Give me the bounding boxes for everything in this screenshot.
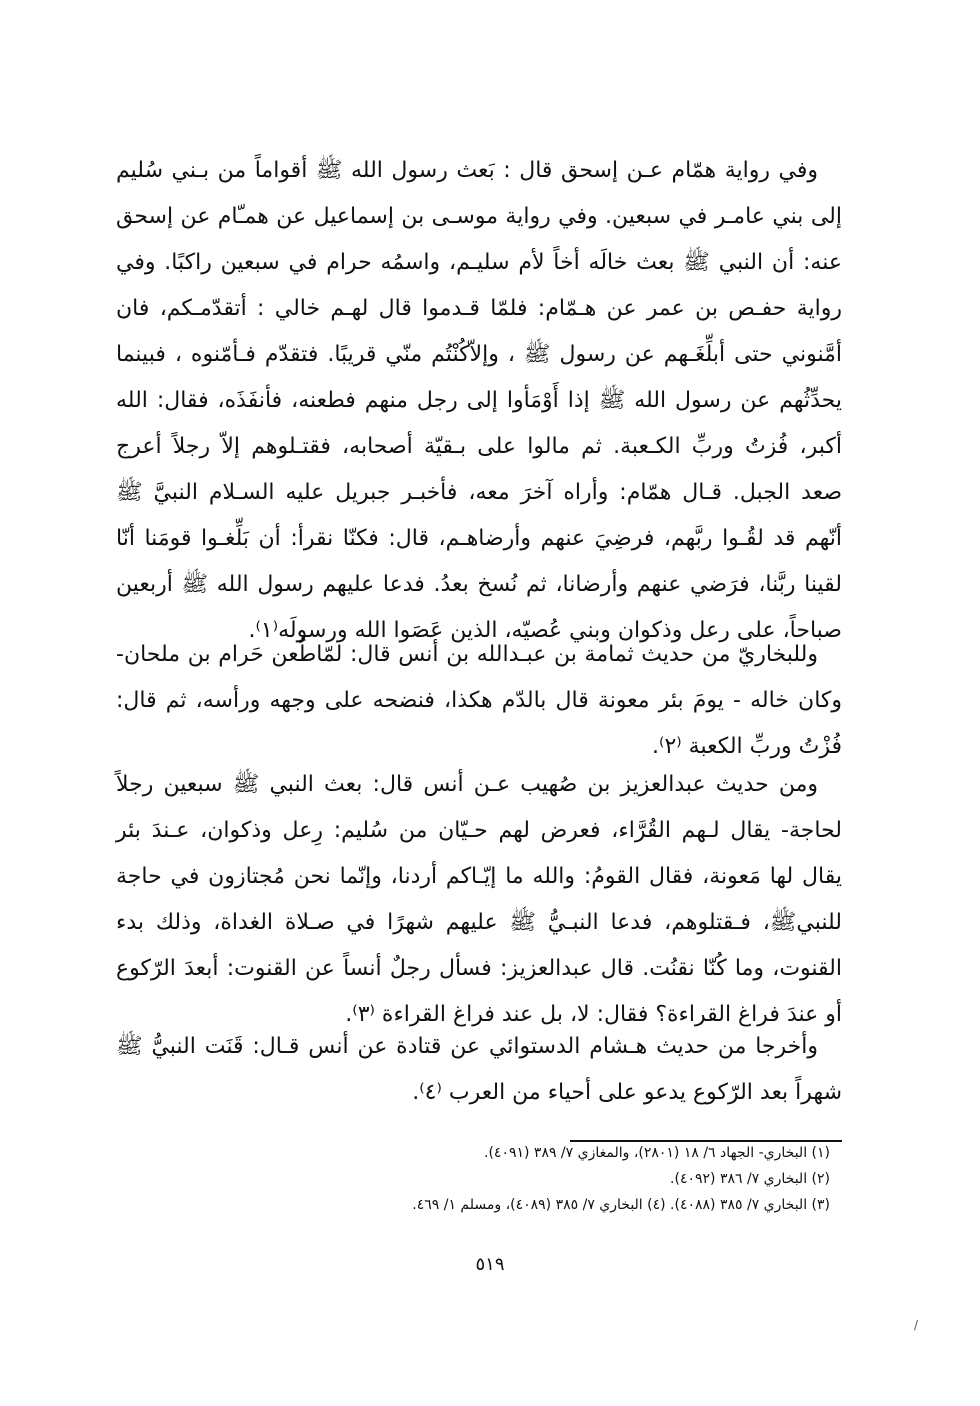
text-line: صعد الجبل. قـال همّام: وأراه آخرَ معه، فأخبـر جبريل عليه السـلام النبيَّ ﷺ xyxy=(116,480,842,505)
text-line: للنبيﷺ، فـقتلوهم، فدعا النبـيُّ ﷺ عليهم شهرًا في صـلاة الغداة، وذلك بدء xyxy=(116,910,842,935)
text-line: يحدِّثُهم عن رسول الله ﷺ إذا أَوْمَأوا إلى رجل منهم فطعنه، فأنفَذَه، فقال: الله xyxy=(116,388,842,413)
text-line: يقال لها مَعونة، فقال القومُ: والله ما إيّـاكم أردنا، وإنّما نحن مُجتازون في حاجة xyxy=(116,864,842,889)
paragraph-3 xyxy=(116,762,842,1038)
footnote-1: (١) البخاري- الجهاد ٦/ ١٨ (٢٨٠١)، والمغازي ٧/ ٣٨٩ (٤٠٩١). xyxy=(484,1145,830,1161)
text-line: إلى بني عامـر في سبعين. وفي رواية موسـى بن إسماعيل عن همـّام عن إسحق xyxy=(116,204,842,229)
text-line: وكان خاله - يومَ بئر معونة قال بالدّم هكذا، فنضحه على وجهه ورأسه، ثم قال: xyxy=(116,688,842,713)
text-line: شهراً بعد الرّكوع يدعو على أحياء من العرب ⁽٤⁾. xyxy=(412,1080,842,1105)
paragraph-2 xyxy=(116,632,842,770)
text-line: أنّهم قد لقُـوا ربَّهم، فرضِيَ عنهم وأرضاهـم، قال: فكنّا نقرأ: أن بَلِّغـوا قومَنا أنّا xyxy=(116,526,842,551)
footnote-3-4: (٣) البخاري ٧/ ٣٨٥ (٤٠٨٨). (٤) البخاري ٧/ ٣٨٥ (٤٠٨٩)، ومسلم ١/ ٤٦٩. xyxy=(412,1197,830,1213)
text-line: أكبر، فُزتُ وربِّ الكـعبة. ثم مالوا على بـقيّة أصحابه، فقتـلوهم إلاّ رجلاً أعرج xyxy=(116,434,842,459)
footnote-2: (٢) البخاري ٧/ ٣٨٦ (٤٠٩٢). xyxy=(670,1171,830,1187)
text-line: وأخرجا من حديث هـشام الدستوائي عن قتادة عن أنس قـال: قَنَت النبيُّ ﷺ xyxy=(116,1034,818,1059)
text-line: أمَّنوني حتى أبلِّغَـهم عن رسول ﷺ ، وإلاّكُنْتُم منّي قريبًا. فتقدّم فـأمّنوه ، فبينما xyxy=(116,342,842,367)
text-line: أو عندَ فراغ القراءة؟ فقال: لا، بل عند فراغ القراءة ⁽٣⁾. xyxy=(345,1002,842,1027)
text-line: صباحاً، على رعل وذكوان وبني عُصيّه، الذين عَصَوا الله ورسولَه⁽١⁾. xyxy=(248,618,842,643)
text-line: وللبخاريّ من حديث ثمامة بن عبـدالله بن أنس قال: لمّاطُعن حَرام بن ملحان- xyxy=(116,642,818,667)
page-number: ٥١٩ xyxy=(475,1254,505,1275)
text-line: لحاجة- يقال لـهم القُرَّاء، فعرض لهم حـيّان من سُليم: رِعل وذكوان، عـندَ بئر xyxy=(116,818,842,843)
text-line: فُزْتُ وربِّ الكعبة ⁽٢⁾. xyxy=(652,734,842,759)
text-line: ومن حديث عبدالعزيز بن صُهيب عـن أنس قال: بعث النبي ﷺ سبعين رجلاً xyxy=(116,772,818,797)
paragraph-1 xyxy=(116,148,842,654)
text-line: رواية حفـص بن عمر عن هـمّام: فلمّا قـدموا قال لهـم خالي : أتقدّمـكم، فان xyxy=(116,296,842,321)
text-line: وفي رواية همّام عـن إسحق قال : بَعث رسول الله ﷺ أقواماً من بـني سُليم xyxy=(116,158,818,183)
margin-mark: / xyxy=(914,1318,919,1332)
text-line: عنه: أن النبي ﷺ بعث خالَه أخاً لأم سليـم، واسمُه حرام في سبعين راكبًا. وفي xyxy=(116,250,842,275)
footnotes xyxy=(116,1140,842,1218)
paragraph-4 xyxy=(116,1024,842,1116)
text-line: لقينا ربَّنا، فرَضي عنهم وأرضانا، ثم نُسخ بعدُ. فدعا عليهم رسول الله ﷺ أربعين xyxy=(116,572,842,597)
text-line: القنوت، وما كُنّا نقنُت. قال عبدالعزيز: فسأل رجلٌ أنساً عن القنوت: أبعدَ الرّكوع xyxy=(116,956,842,981)
